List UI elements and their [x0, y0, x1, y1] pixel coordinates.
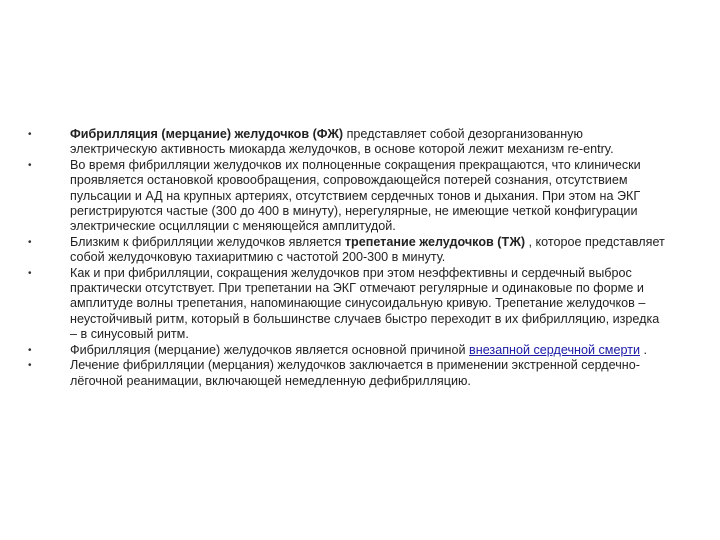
text-span: Лечение фибрилляции (мерцания) желудочков заключается в применении экстренной сердечно-лёгочной реанимации, включающей немедленную дефибрилляцию.	[70, 358, 640, 388]
bullet-list	[28, 127, 668, 389]
bullet-dot: •	[28, 267, 32, 279]
text-span: Фибрилляция (мерцание) желудочков является основной причиной	[70, 342, 470, 357]
sudden-cardiac-death-link[interactable]: внезапной сердечной смерти	[469, 342, 641, 357]
bullet-dot: •	[28, 360, 32, 372]
bullet-item	[28, 343, 668, 358]
text-span: Во время фибрилляции желудочков их полноценные сокращения прекращаются, что клинически проявляется остановкой кровообращения, сопровождающейся потерей сознания, отсутствием пульсации и АД на крупных артериях, отсутствием сердечных тонов и дыхания. При этом на ЭКГ регистрируются частые (300 до 400 в минуту), нерегулярные, не имеющие четкой конфигурации электрические осцилляции с меняющейся амплитудой.	[70, 157, 641, 234]
text-span: представляет собой дезорганизованную электрическую активность миокарда желудочков, в основе которой лежит механизм re-entry.	[70, 127, 614, 157]
term-flutter: трепетание желудочков (ТЖ)	[344, 234, 526, 249]
term-vf: Фибрилляция (мерцание) желудочков (ФЖ)	[70, 127, 344, 141]
bullet-dot: •	[28, 129, 32, 140]
bullet-item	[28, 158, 668, 235]
bullet-dot: •	[28, 344, 32, 356]
bullet-item	[28, 358, 668, 389]
bullet-item	[28, 127, 668, 158]
bullet-dot: •	[28, 159, 32, 171]
text-span: Близким к фибрилляции желудочков является	[70, 234, 345, 249]
text-span: Как и при фибрилляции, сокращения желудочков при этом неэффективны и сердечный выброс практически отсутствует. При трепетании на ЭКГ отмечают регулярные и одинаковые по форме и амплитуде волны трепетания, напоминающие синусоидальную кривую. Трепетание желудочков – неустойчивый ритм, который в большинстве случаев быстро переходит в их фибрилляцию, изредка – в синусовый ритм.	[70, 265, 660, 342]
bullet-item	[28, 235, 668, 266]
bullet-dot: •	[28, 236, 32, 248]
bullet-item	[28, 266, 668, 343]
text-span: , которое представляет собой желудочковую тахиаритмию с частотой 200-300 в минуту.	[70, 234, 665, 265]
text-span: .	[640, 342, 648, 357]
